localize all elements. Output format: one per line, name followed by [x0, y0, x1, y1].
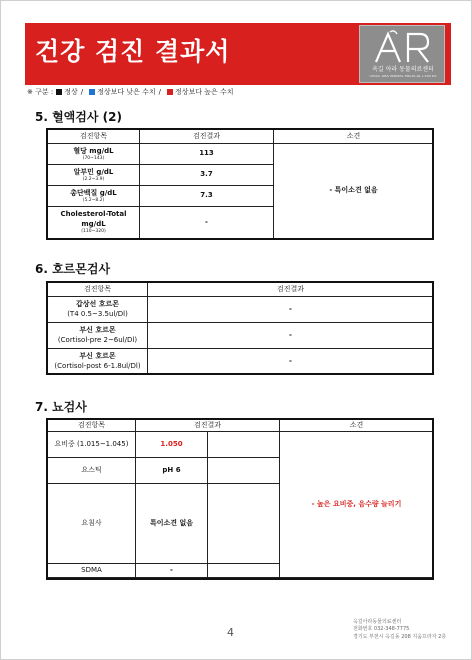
item-name: 요비중 (1.015~1.045): [48, 432, 136, 458]
page-title: 건강 검진 결과서: [35, 37, 231, 66]
item-range: (Cortisol-post 6-1.8ul/Dl): [54, 361, 141, 370]
table-row: [48, 432, 434, 458]
urine-test-table: [47, 419, 434, 578]
legend-low-label: 정상보다 낮은 수치: [97, 88, 156, 96]
blood-test-table: [47, 129, 434, 239]
empty-cell: [208, 432, 280, 458]
item-name: 부신 호르몬: [79, 352, 116, 361]
footer-clinic-name: 옥길아라동물의료센터: [353, 619, 402, 625]
result-value: 특이소견 없음: [136, 484, 208, 564]
result-value-high: 1.050: [136, 432, 208, 458]
column-header: 검진결과: [148, 283, 434, 297]
legend-high-swatch: [167, 89, 173, 95]
item-range: (70~143): [82, 155, 105, 161]
empty-cell: [208, 484, 280, 564]
table-row: [48, 323, 434, 349]
item-name: 요침사: [48, 484, 136, 564]
footer-contact: [353, 619, 446, 641]
ar-logo-icon: [370, 30, 434, 64]
legend-normal-label: 정상: [64, 88, 78, 96]
column-header: 검진결과: [140, 130, 274, 144]
hormone-test-table: [47, 282, 434, 375]
hormone-test-title: 6. 호르몬검사: [35, 262, 111, 276]
result-value: -: [148, 297, 434, 323]
item-name: Cholesterol-Total mg/dL: [60, 210, 127, 228]
result-value: 7.3: [140, 186, 274, 207]
result-value: -: [136, 564, 208, 578]
column-header: 소견: [280, 420, 434, 432]
result-value: -: [148, 349, 434, 375]
column-header: 소견: [274, 130, 434, 144]
column-header: 검진항목: [48, 420, 136, 432]
footer-address: 경기도 부천시 옥길동 208 지움프라자 2층: [353, 633, 447, 640]
item-range: (2.2~3.9): [82, 176, 105, 182]
urine-test-title: 7. 뇨검사: [35, 400, 87, 414]
clinic-logo: [359, 25, 445, 83]
legend-low-swatch: [89, 89, 95, 95]
item-range: (T4 0.5~3.5ul/Dl): [67, 309, 128, 318]
item-range: (5.2~8.2): [82, 197, 105, 203]
blood-test-title: 5. 혈액검사 (2): [35, 110, 122, 124]
table-row: [48, 144, 434, 165]
result-value: -: [140, 207, 274, 239]
legend-normal-swatch: [56, 89, 62, 95]
legend: ※ 구분 : 정상 / 정상보다 낮은 수치 / 정상보다 높은 수치: [27, 88, 234, 96]
table-row: [48, 297, 434, 323]
logo-subtext: OKGIL ARA ANIMAL MEDICAL CENTER: [369, 75, 437, 78]
item-name: 부신 호르몬: [79, 326, 116, 335]
item-name: 요스틱: [48, 458, 136, 484]
legend-prefix: ※ 구분 :: [27, 88, 54, 96]
item-name: 혈당 mg/dL: [73, 146, 114, 155]
item-name: 알부민 g/dL: [73, 167, 114, 176]
result-value: -: [148, 323, 434, 349]
blood-opinion: - 특이소견 없음: [274, 144, 434, 239]
legend-high-label: 정상보다 높은 수치: [175, 88, 234, 96]
table-row: [48, 349, 434, 375]
logo-text: 옥길 아라 동물의료센터: [372, 66, 434, 73]
page-number: 4: [227, 626, 234, 639]
footer-phone: 전화번호 032-348-7775: [353, 626, 410, 633]
column-header: 검진항목: [48, 283, 148, 297]
result-value: 3.7: [140, 165, 274, 186]
result-value: pH 6: [136, 458, 208, 484]
column-header: 검진결과: [136, 420, 280, 432]
empty-cell: [208, 564, 280, 578]
urine-opinion: - 높은 요비중, 음수량 늘리기: [280, 432, 434, 578]
item-name: SDMA: [48, 564, 136, 578]
item-range: (110~320): [81, 228, 106, 234]
item-name: 갑상선 호르몬: [75, 300, 119, 309]
item-range: (Cortisol-pre 2~6ul/Dl): [57, 335, 138, 344]
column-header: 검진항목: [48, 130, 140, 144]
empty-cell: [208, 458, 280, 484]
result-value: 113: [140, 144, 274, 165]
item-name: 총단백질 g/dL: [70, 188, 117, 197]
